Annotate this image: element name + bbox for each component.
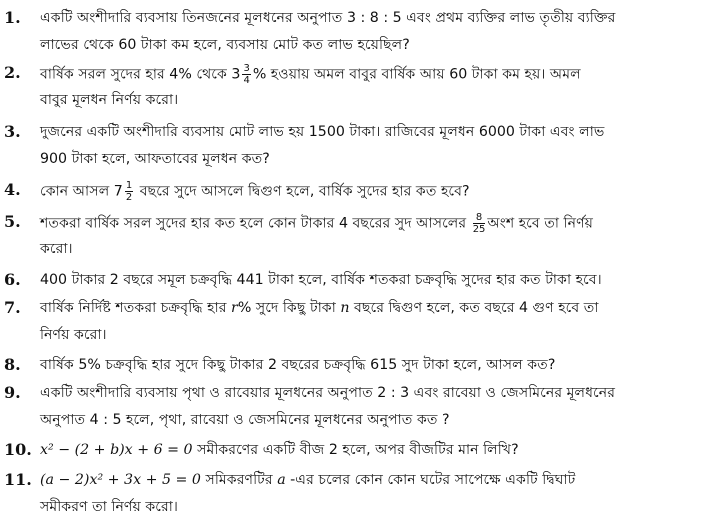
question-number: 5. — [4, 212, 21, 231]
question-text-line2: বাবুর মূলধন নির্ণয় করো। — [40, 92, 179, 108]
question-number: 8. — [4, 355, 21, 374]
question-text-line2: করো। — [40, 241, 73, 257]
equation: (a − 2)x² + 3x + 5 = 0 — [40, 472, 201, 488]
question-number: 6. — [4, 270, 21, 289]
question-number: 11. — [4, 470, 32, 489]
math-variable: r — [231, 300, 238, 316]
question-text-line2: সমীকরণ তা নির্ণয় করো। — [40, 499, 178, 515]
question-text-line1: বার্ষিক 5% চক্রবৃদ্ধি হার সুদে কিছু টাকার 2 বছরের চক্রবৃদ্ধি 615 সুদ টাকা হলে, আসল কত? — [40, 357, 556, 373]
text-segment: বার্ষিক সরল সুদের হার 4% থেকে 3 — [40, 66, 241, 83]
question-number: 2. — [4, 63, 21, 82]
question-text-line2: 900 টাকা হলে, আফতাবের মূলধন কত? — [40, 151, 270, 167]
text-segment: অংশ হবে তা নির্ণয় — [487, 215, 594, 232]
question-text-line1 — [40, 440, 519, 460]
math-variable: n — [340, 300, 350, 316]
question-text-line1 — [40, 212, 593, 235]
text-segment: % হওয়ায় অমল বাবুর বার্ষিক আয় 60 টাকা কম হয়। অমল — [252, 66, 581, 83]
text-segment: কোন আসল 7 — [40, 183, 123, 200]
text-segment: বছরে দ্বিগুণ হলে, কত বছরে 4 গুণ হবে তা — [349, 300, 599, 316]
question-text-line1: একটি অংশীদারি ব্যবসায় তিনজনের মূলধনের অনুপাত 3 : 8 : 5 এবং প্রথম ব্যক্তির লাভ তৃতীয় ব্যক্তির — [40, 10, 616, 26]
text-segment: বার্ষিক নির্দিষ্ট শতকরা চক্রবৃদ্ধি হার — [40, 300, 232, 316]
question-number: 10. — [4, 440, 32, 459]
question-number: 3. — [4, 122, 21, 141]
fraction — [473, 212, 486, 235]
denominator: 25 — [472, 224, 486, 235]
numerator: 3 — [243, 63, 250, 74]
text-segment: বছরে সুদে আসলে দ্বিগুণ হলে, বার্ষিক সুদের হার কত হবে? — [135, 183, 470, 200]
question-text-line2: লাভের থেকে 60 টাকা কম হলে, ব্যবসায় মোট কত লাভ হয়েছিল? — [40, 37, 410, 53]
text-segment: -এর চলের কোন কোন ঘটের সাপেক্ষে একটি দ্বিঘাট — [285, 472, 576, 488]
text-segment: সমিকরণটির — [200, 472, 278, 488]
question-number: 4. — [4, 180, 21, 199]
question-text-line1 — [40, 63, 581, 86]
question-text-line1 — [40, 180, 470, 203]
text-segment: % সুদে কিছু টাকা — [237, 300, 341, 316]
question-text-line1: দুজনের একটি অংশীদারি ব্যবসায় মোট লাভ হয় 1500 টাকা। রাজিবের মূলধন 6000 টাকা এবং লাভ — [40, 124, 605, 140]
question-number: 1. — [4, 8, 21, 27]
math-variable: a — [277, 472, 286, 488]
question-text-line2: অনুপাত 4 : 5 হলে, পৃথা, রাবেয়া ও জেসমিনের মূলধনের অনুপাত কত ? — [40, 412, 450, 428]
question-text-line1 — [40, 470, 575, 490]
numerator: 1 — [125, 180, 133, 191]
fraction — [242, 63, 250, 86]
question-number: 9. — [4, 383, 21, 402]
denominator: 2 — [125, 192, 133, 203]
denominator: 4 — [243, 75, 250, 86]
equation: x² − (2 + b)x + 6 = 0 — [40, 442, 193, 458]
question-number: 7. — [4, 298, 21, 317]
question-text-line1: একটি অংশীদারি ব্যবসায় পৃথা ও রাবেয়ার মূলধনের অনুপাত 2 : 3 এবং রাবেয়া ও জেসমিনের মূলধনের — [40, 385, 616, 401]
text-segment: সমীকরণের একটি বীজ 2 হলে, অপর বীজটির মান লিখি? — [192, 442, 519, 458]
question-text-line1: 400 টাকার 2 বছরে সমূল চক্রবৃদ্ধি 441 টাকা হলে, বার্ষিক শতকরা চক্রবৃদ্ধি সুদের হার কত টাকা হবে। — [40, 272, 602, 288]
question-text-line1 — [40, 298, 599, 318]
text-segment: শতকরা বার্ষিক সরল সুদের হার কত হলে কোন টাকার 4 বছরের সুদ আসলের — [40, 215, 471, 232]
question-text-line2: নির্ণয় করো। — [40, 327, 107, 343]
numerator: 8 — [473, 212, 486, 224]
fraction — [125, 180, 133, 203]
